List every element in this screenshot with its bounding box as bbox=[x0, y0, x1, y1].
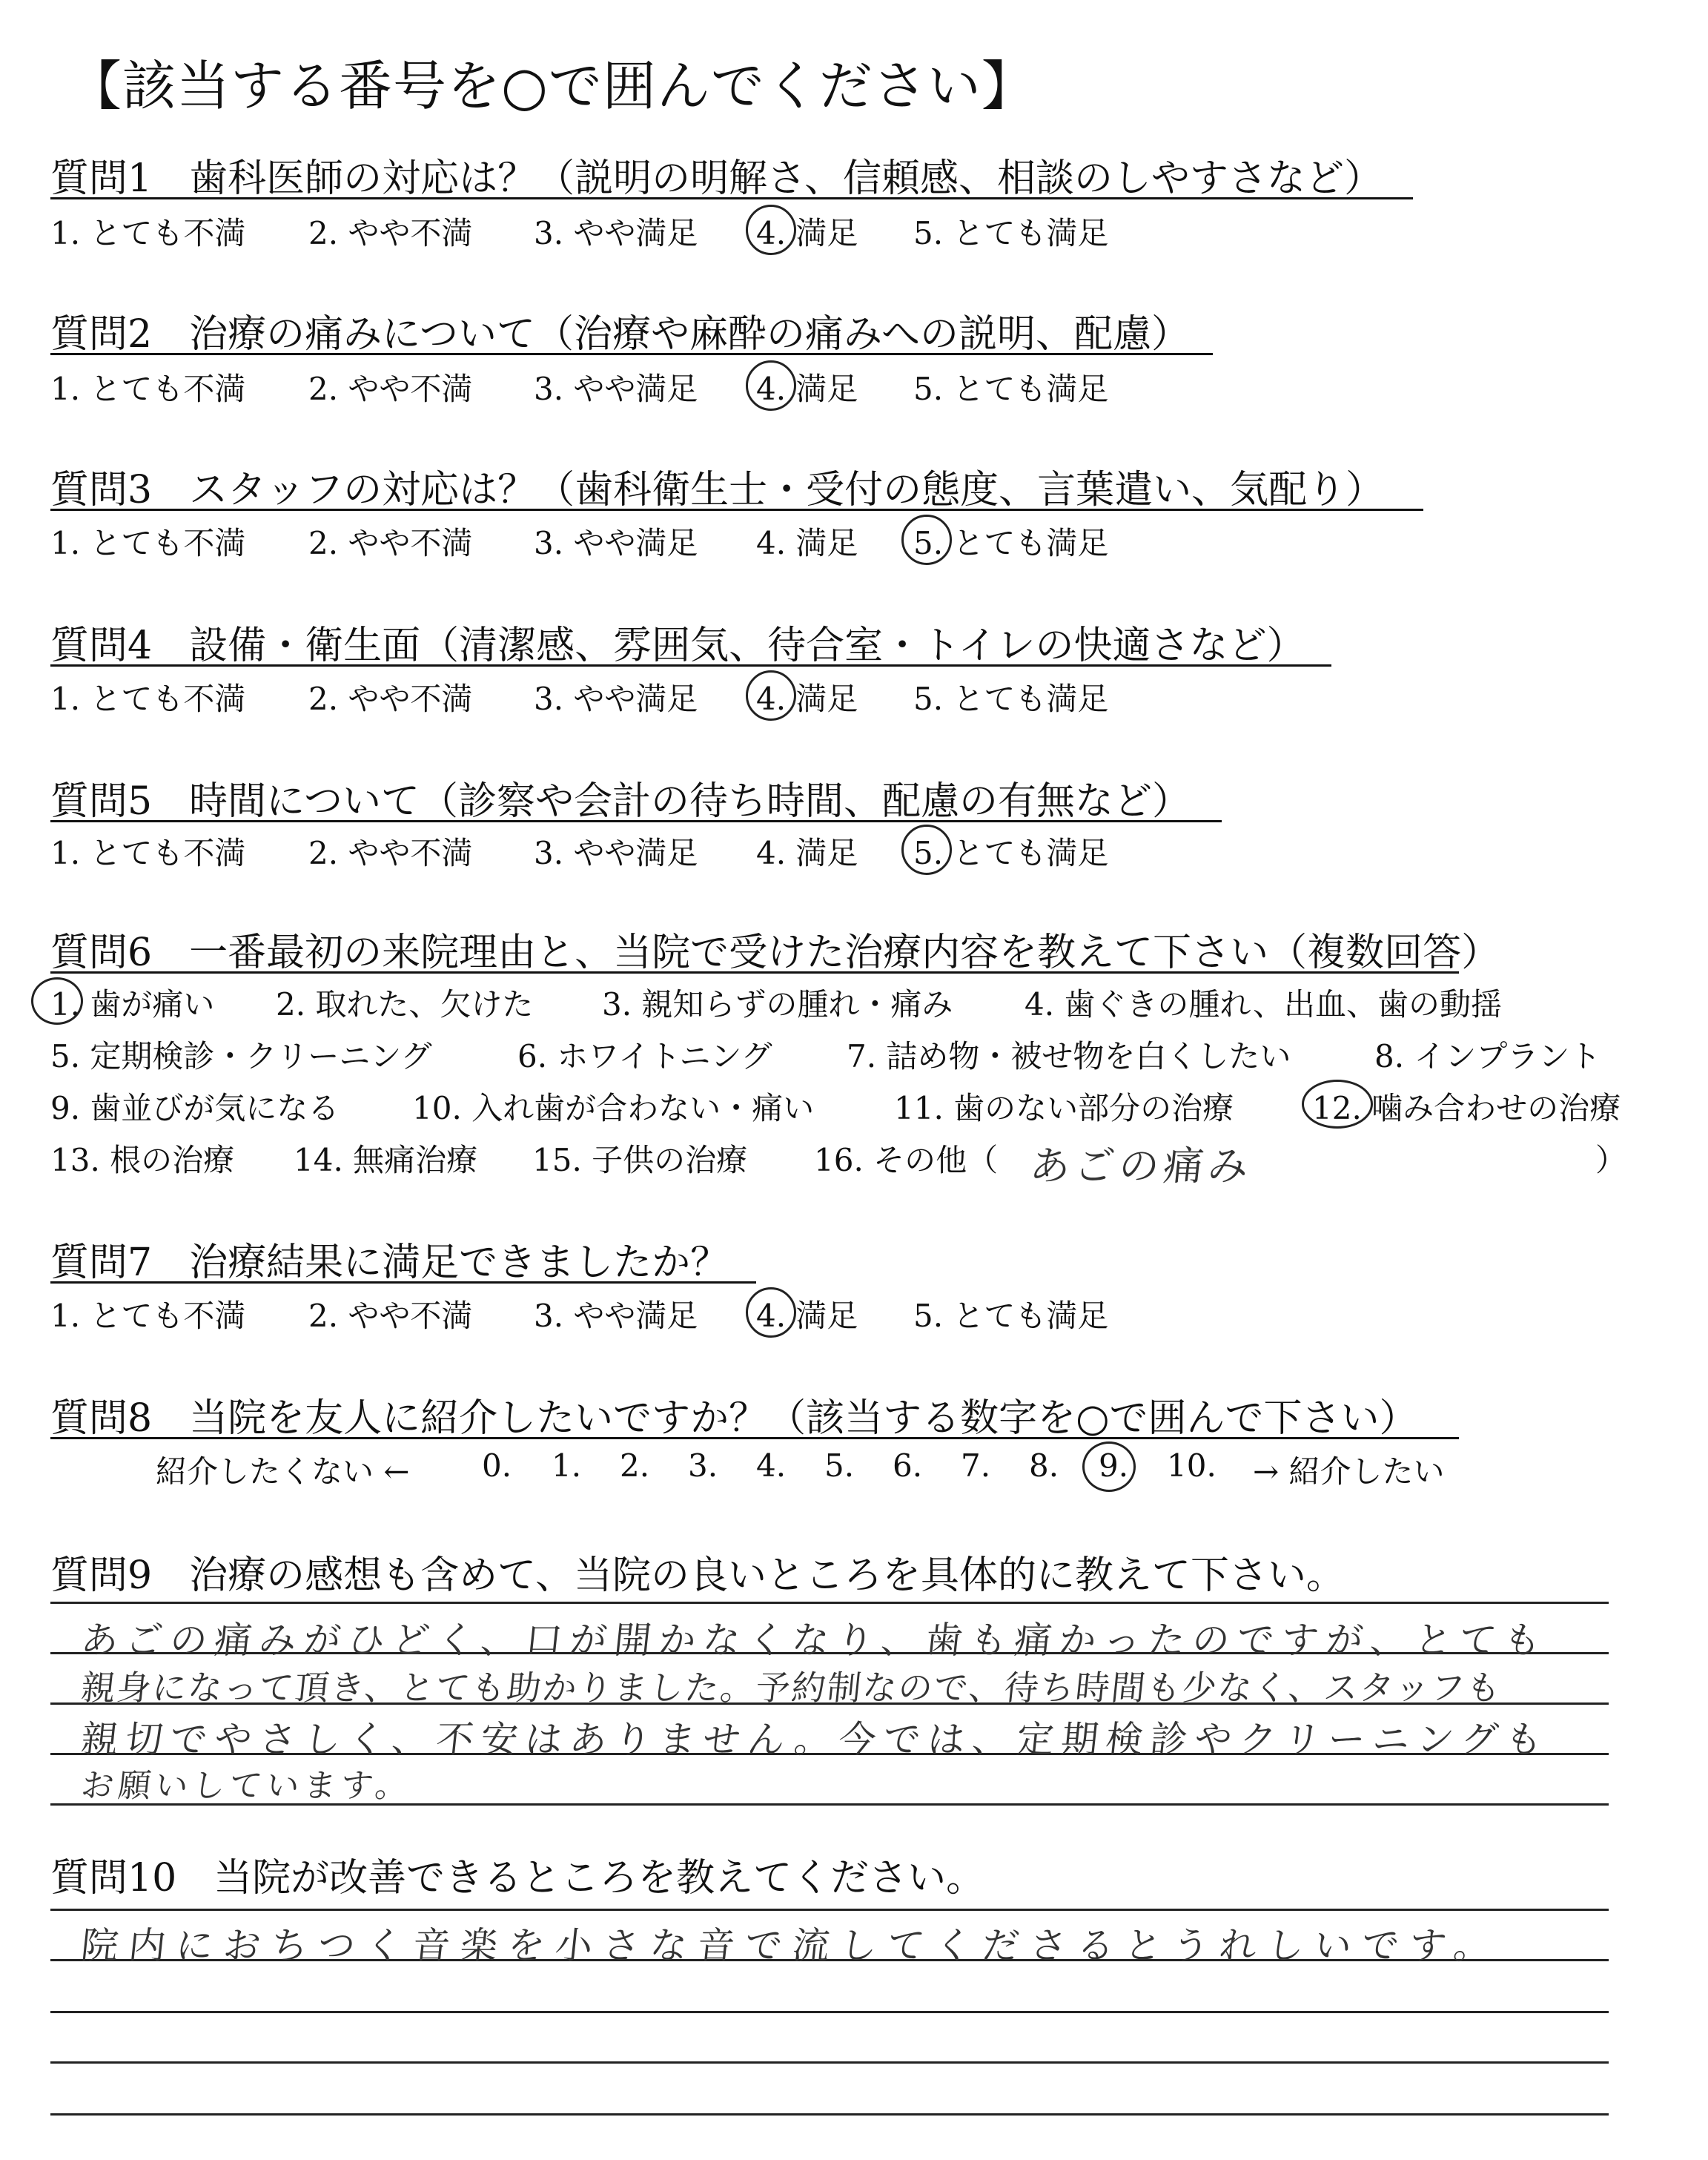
scale-value-6[interactable]: 6. bbox=[893, 1447, 923, 1484]
question-number: 質問1 bbox=[50, 156, 153, 201]
rating-option-5[interactable]: 5. とても満足 bbox=[913, 835, 1109, 871]
treatment-option-12[interactable]: 12. 噛み合わせの治療 bbox=[1312, 1090, 1621, 1126]
rating-option-3[interactable]: 3. やや満足 bbox=[534, 1298, 698, 1334]
question-underline bbox=[50, 509, 1423, 511]
rating-option-1[interactable]: 1. とても不満 bbox=[50, 525, 246, 561]
question-10 bbox=[50, 1846, 984, 1902]
rating-option-5[interactable]: 5. とても満足 bbox=[913, 525, 1109, 561]
question-5 bbox=[50, 770, 1191, 825]
rating-option-2[interactable]: 2. やや不満 bbox=[308, 371, 473, 407]
scale-value-3[interactable]: 3. bbox=[688, 1447, 718, 1484]
question-text: 当院が改善できるところを教えてください。 bbox=[214, 1856, 985, 1900]
question-number: 質問9 bbox=[50, 1553, 153, 1598]
selection-circle bbox=[901, 825, 952, 875]
handwritten-answer-line-4[interactable]: お願いしています。 bbox=[79, 1767, 414, 1805]
rating-option-1[interactable]: 1. とても不満 bbox=[50, 835, 246, 871]
treatment-option-4[interactable]: 4. 歯ぐきの腫れ、出血、歯の動揺 bbox=[1025, 986, 1502, 1023]
question-number: 質問5 bbox=[50, 779, 153, 824]
question-text: 一番最初の来院理由と、当院で受けた治療内容を教えて下さい（複数回答） bbox=[189, 931, 1500, 975]
question-text: 治療の感想も含めて、当院の良いところを具体的に教えて下さい。 bbox=[189, 1553, 1345, 1598]
selection-circle bbox=[901, 515, 952, 565]
handwritten-answer-line-1[interactable]: 院内におちつく音楽を小さな音で流してくださるとうれしいです。 bbox=[79, 1924, 1504, 1967]
scale-value-5[interactable]: 5. bbox=[824, 1447, 855, 1484]
rating-option-5[interactable]: 5. とても満足 bbox=[913, 215, 1109, 251]
selection-circle bbox=[746, 205, 796, 255]
treatment-option-7[interactable]: 7. 詰め物・被せ物を白くしたい bbox=[847, 1038, 1291, 1074]
handwritten-answer-line-1[interactable]: あごの痛みがひどく、口が開かなくなり、歯も痛かったのですが、とても bbox=[79, 1619, 1551, 1662]
rating-option-1[interactable]: 1. とても不満 bbox=[50, 681, 246, 717]
question-text: 時間について（診察や会計の待ち時間、配慮の有無など） bbox=[189, 779, 1191, 824]
question-text: 当院を友人に紹介したいですか？（該当する数字を○で囲んで下さい） bbox=[189, 1396, 1418, 1441]
rating-option-5[interactable]: 5. とても満足 bbox=[913, 681, 1109, 717]
rating-option-4[interactable]: 4. 満足 bbox=[756, 215, 858, 251]
question-8 bbox=[50, 1387, 1417, 1442]
question-number: 質問8 bbox=[50, 1396, 153, 1441]
question-underline bbox=[50, 353, 1213, 355]
question-underline bbox=[50, 1437, 1459, 1439]
rating-option-4[interactable]: 4. 満足 bbox=[756, 371, 858, 407]
answer-line bbox=[50, 1909, 1609, 1911]
question-number: 質問4 bbox=[50, 624, 153, 668]
rating-option-1[interactable]: 1. とても不満 bbox=[50, 215, 246, 251]
question-number: 質問3 bbox=[50, 468, 153, 512]
rating-option-4[interactable]: 4. 満足 bbox=[756, 525, 858, 561]
rating-option-4[interactable]: 4. 満足 bbox=[756, 835, 858, 871]
question-3 bbox=[50, 458, 1384, 514]
question-1 bbox=[50, 147, 1383, 202]
rating-option-3[interactable]: 3. やや満足 bbox=[534, 215, 698, 251]
question-underline bbox=[50, 820, 1222, 822]
handwritten-answer-line-2[interactable]: 親身になって頂き、とても助かりました。予約制なので、待ち時間も少なく、スタッフも bbox=[79, 1668, 1504, 1708]
question-9 bbox=[50, 1544, 1345, 1599]
treatment-option-16[interactable]: 16. その他（ bbox=[814, 1142, 999, 1178]
scale-value-4[interactable]: 4. bbox=[756, 1447, 787, 1484]
scale-value-8[interactable]: 8. bbox=[1029, 1447, 1059, 1484]
question-underline bbox=[50, 1281, 756, 1284]
question-number: 質問7 bbox=[50, 1241, 153, 1285]
question-underline bbox=[50, 197, 1413, 199]
scale-left-label: 紹介したくない ← bbox=[156, 1453, 410, 1490]
answer-line bbox=[50, 2113, 1609, 2116]
rating-option-1[interactable]: 1. とても不満 bbox=[50, 1298, 246, 1334]
treatment-option-11[interactable]: 11. 歯のない部分の治療 bbox=[894, 1090, 1234, 1126]
rating-option-5[interactable]: 5. とても満足 bbox=[913, 371, 1109, 407]
scale-value-10[interactable]: 10. bbox=[1167, 1447, 1217, 1484]
page-title: 【該当する番号を○で囲んでください】 bbox=[68, 55, 1036, 117]
question-text: 歯科医師の対応は？（説明の明解さ、信頼感、相談のしやすさなど） bbox=[189, 156, 1383, 201]
rating-option-1[interactable]: 1. とても不満 bbox=[50, 371, 246, 407]
selection-circle bbox=[746, 360, 796, 411]
selection-circle bbox=[746, 670, 796, 721]
answer-line bbox=[50, 2061, 1609, 2064]
rating-option-3[interactable]: 3. やや満足 bbox=[534, 525, 698, 561]
question-text: 治療の痛みについて（治療や麻酔の痛みへの説明、配慮） bbox=[189, 312, 1191, 357]
rating-option-2[interactable]: 2. やや不満 bbox=[308, 835, 473, 871]
treatment-option-14[interactable]: 14. 無痛治療 bbox=[294, 1142, 478, 1178]
rating-option-2[interactable]: 2. やや不満 bbox=[308, 681, 473, 717]
scale-value-9[interactable]: 9. bbox=[1099, 1447, 1129, 1484]
rating-option-4[interactable]: 4. 満足 bbox=[756, 681, 858, 717]
other-close-paren: ） bbox=[1595, 1142, 1627, 1178]
selection-circle bbox=[31, 977, 83, 1025]
rating-option-3[interactable]: 3. やや満足 bbox=[534, 371, 698, 407]
selection-circle bbox=[1082, 1441, 1136, 1492]
treatment-option-3[interactable]: 3. 親知らずの腫れ・痛み bbox=[602, 986, 953, 1023]
rating-option-4[interactable]: 4. 満足 bbox=[756, 1298, 858, 1334]
rating-option-5[interactable]: 5. とても満足 bbox=[913, 1298, 1109, 1334]
question-text: 治療結果に満足できましたか？ bbox=[189, 1241, 729, 1285]
rating-option-3[interactable]: 3. やや満足 bbox=[534, 835, 698, 871]
scale-value-7[interactable]: 7. bbox=[961, 1447, 991, 1484]
treatment-option-9[interactable]: 9. 歯並びが気になる bbox=[50, 1090, 340, 1126]
scale-value-0[interactable]: 0. bbox=[482, 1447, 512, 1484]
answer-line bbox=[50, 2011, 1609, 2013]
treatment-option-2[interactable]: 2. 取れた、欠けた bbox=[276, 986, 534, 1023]
answer-line bbox=[50, 1602, 1609, 1604]
question-underline bbox=[50, 971, 1459, 974]
question-6 bbox=[50, 921, 1500, 977]
rating-option-2[interactable]: 2. やや不満 bbox=[308, 215, 473, 251]
question-underline bbox=[50, 664, 1331, 667]
selection-circle bbox=[1302, 1080, 1373, 1129]
treatment-option-5[interactable]: 5. 定期検診・クリーニング bbox=[50, 1038, 432, 1074]
rating-option-3[interactable]: 3. やや満足 bbox=[534, 681, 698, 717]
treatment-option-15[interactable]: 15. 子供の治療 bbox=[532, 1142, 748, 1178]
scale-value-1[interactable]: 1. bbox=[552, 1447, 582, 1484]
scale-value-2[interactable]: 2. bbox=[620, 1447, 650, 1484]
question-number: 質問10 bbox=[50, 1856, 177, 1900]
question-4 bbox=[50, 614, 1305, 670]
treatment-option-13[interactable]: 13. 根の治療 bbox=[50, 1142, 235, 1178]
treatment-option-6[interactable]: 6. ホワイトニング bbox=[517, 1038, 772, 1074]
rating-option-2[interactable]: 2. やや不満 bbox=[308, 1298, 473, 1334]
question-2 bbox=[50, 303, 1190, 358]
question-number: 質問2 bbox=[50, 312, 153, 357]
handwritten-answer-line-3[interactable]: 親切でやさしく、不安はありません。今では、定期検診やクリーニングも bbox=[79, 1718, 1552, 1761]
selection-circle bbox=[746, 1287, 796, 1338]
question-text: スタッフの対応は？（歯科衛生士・受付の態度、言葉遣い、気配り） bbox=[189, 468, 1385, 512]
rating-option-2[interactable]: 2. やや不満 bbox=[308, 525, 473, 561]
question-text: 設備・衛生面（清潔感、雰囲気、待合室・トイレの快適さなど） bbox=[189, 624, 1305, 668]
treatment-option-10[interactable]: 10. 入れ歯が合わない・痛い bbox=[412, 1090, 815, 1126]
scale-right-label: → 紹介したい bbox=[1253, 1453, 1445, 1490]
question-7 bbox=[50, 1231, 729, 1287]
handwritten-other-answer[interactable]: あごの痛み bbox=[1027, 1143, 1255, 1189]
treatment-option-8[interactable]: 8. インプラント bbox=[1374, 1038, 1601, 1074]
treatment-option-1[interactable]: 1. 歯が痛い bbox=[50, 986, 215, 1023]
question-number: 質問6 bbox=[50, 931, 153, 975]
